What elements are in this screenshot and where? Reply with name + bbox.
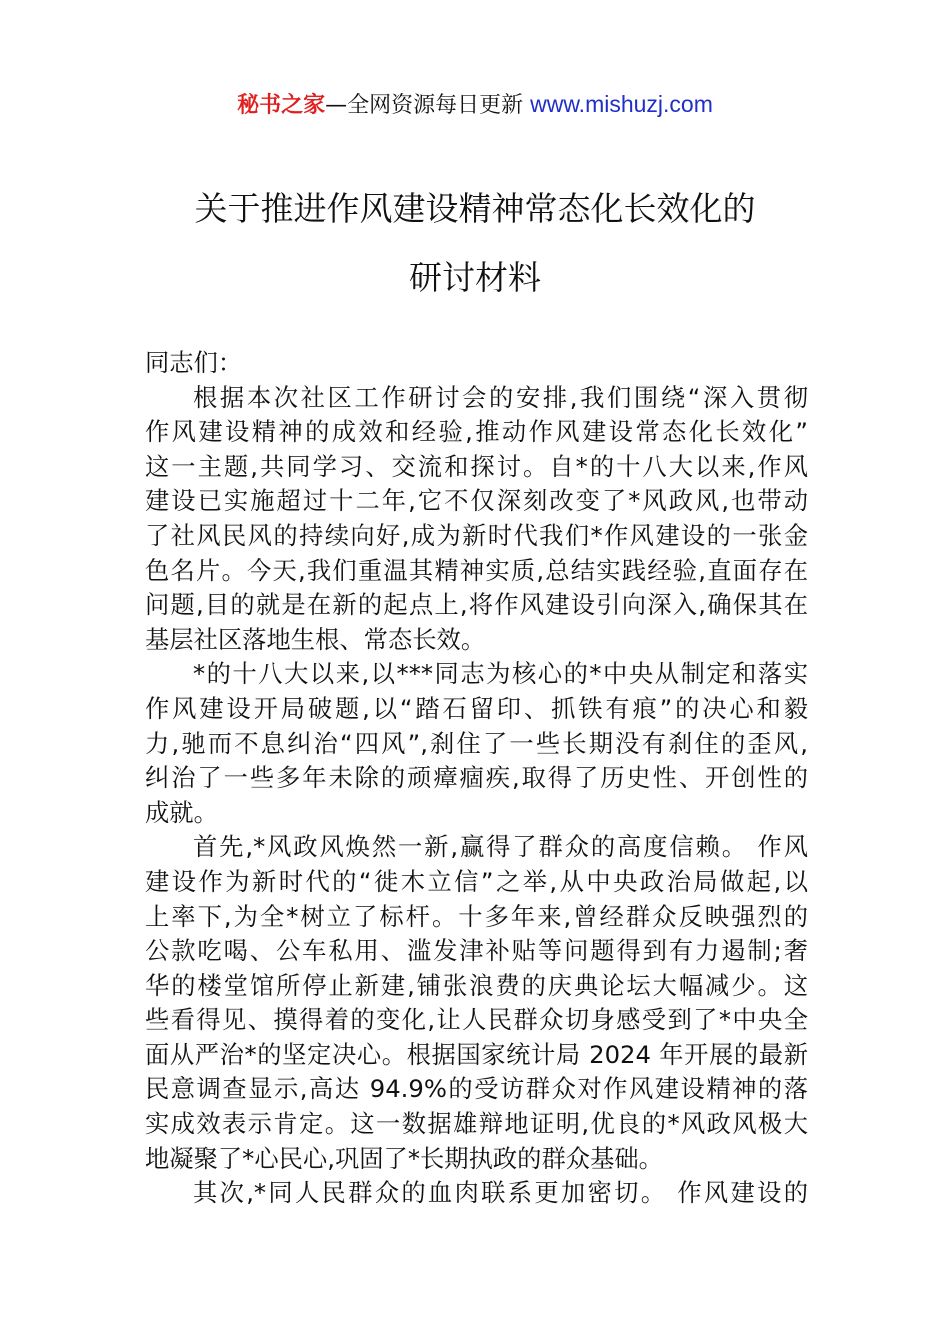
site-banner <box>0 88 950 122</box>
body-text-line: 建设作为新时代的“徙木立信”之举,从中央政治局做起,以 <box>145 866 808 896</box>
body-text-line: 成就。 <box>145 797 218 827</box>
site-tagline: —全网资源每日更新 <box>325 93 531 118</box>
document-title-line-2: 研讨材料 <box>409 258 541 297</box>
body-text-line: 建设已实施超过十二年,它不仅深刻改变了*风政风,也带动 <box>145 486 808 516</box>
body-text-line: 公款吃喝、公车私用、滥发津补贴等问题得到有力遏制;奢 <box>145 936 808 966</box>
body-text-line: 实成效表示肯定。这一数据雄辩地证明,优良的*风政风极大 <box>145 1109 808 1139</box>
document-body <box>145 346 808 1211</box>
body-text-line: 地凝聚了*心民心,巩固了*长期执政的群众基础。 <box>145 1143 663 1173</box>
site-url-link[interactable]: www.mishuzj.com <box>530 91 713 117</box>
body-text-line: 其次,*同人民群众的血肉联系更加密切。 作风建设的 <box>193 1178 808 1208</box>
body-text-line: 了社风民风的持续向好,成为新时代我们*作风建设的一张金 <box>145 520 808 550</box>
body-text-line: 民意调查显示,高达 94.9%的受访群众对作风建设精神的落 <box>145 1074 808 1104</box>
body-text-line: 上率下,为全*树立了标杆。十多年来,曾经群众反映强烈的 <box>145 901 808 931</box>
body-text-line: 这一主题,共同学习、交流和探讨。自*的十八大以来,作风 <box>145 451 808 481</box>
body-text-line: 基层社区落地生根、常态长效。 <box>145 624 486 654</box>
body-text-line: 纠治了一些多年未除的顽瘴痼疾,取得了历史性、开创性的 <box>145 763 808 793</box>
body-text-line: 华的楼堂馆所停止新建,铺张浪费的庆典论坛大幅减少。这 <box>145 970 808 1000</box>
body-text-line: 根据本次社区工作研讨会的安排,我们围绕“深入贯彻 <box>193 382 808 412</box>
body-text-line: 首先,*风政风焕然一新,赢得了群众的高度信赖。 作风 <box>193 832 808 862</box>
body-text-line: 问题,目的就是在新的起点上,将作风建设引向深入,确保其在 <box>145 590 808 620</box>
body-text-line: 作风建设精神的成效和经验,推动作风建设常态化长效化” <box>145 417 808 447</box>
body-text-line: 同志们： <box>145 348 243 377</box>
body-text-line: 色名片。今天,我们重温其精神实质,总结实践经验,直面存在 <box>145 555 808 585</box>
body-text-line: 作风建设开局破题,以“踏石留印、抓铁有痕”的决心和毅 <box>145 693 808 723</box>
site-brand: 秘书之家 <box>237 93 326 118</box>
body-text-line: *的十八大以来,以***同志为核心的*中央从制定和落实 <box>193 659 808 689</box>
document-title-line-1: 关于推进作风建设精神常态化长效化的 <box>194 189 756 228</box>
body-text-line: 些看得见、摸得着的变化,让人民群众切身感受到了*中央全 <box>145 1005 808 1035</box>
body-text-line: 面从严治*的坚定决心。根据国家统计局 2024 年开展的最新 <box>145 1039 808 1069</box>
body-text-line: 力,驰而不息纠治“四风”,刹住了一些长期没有刹住的歪风, <box>145 728 808 758</box>
